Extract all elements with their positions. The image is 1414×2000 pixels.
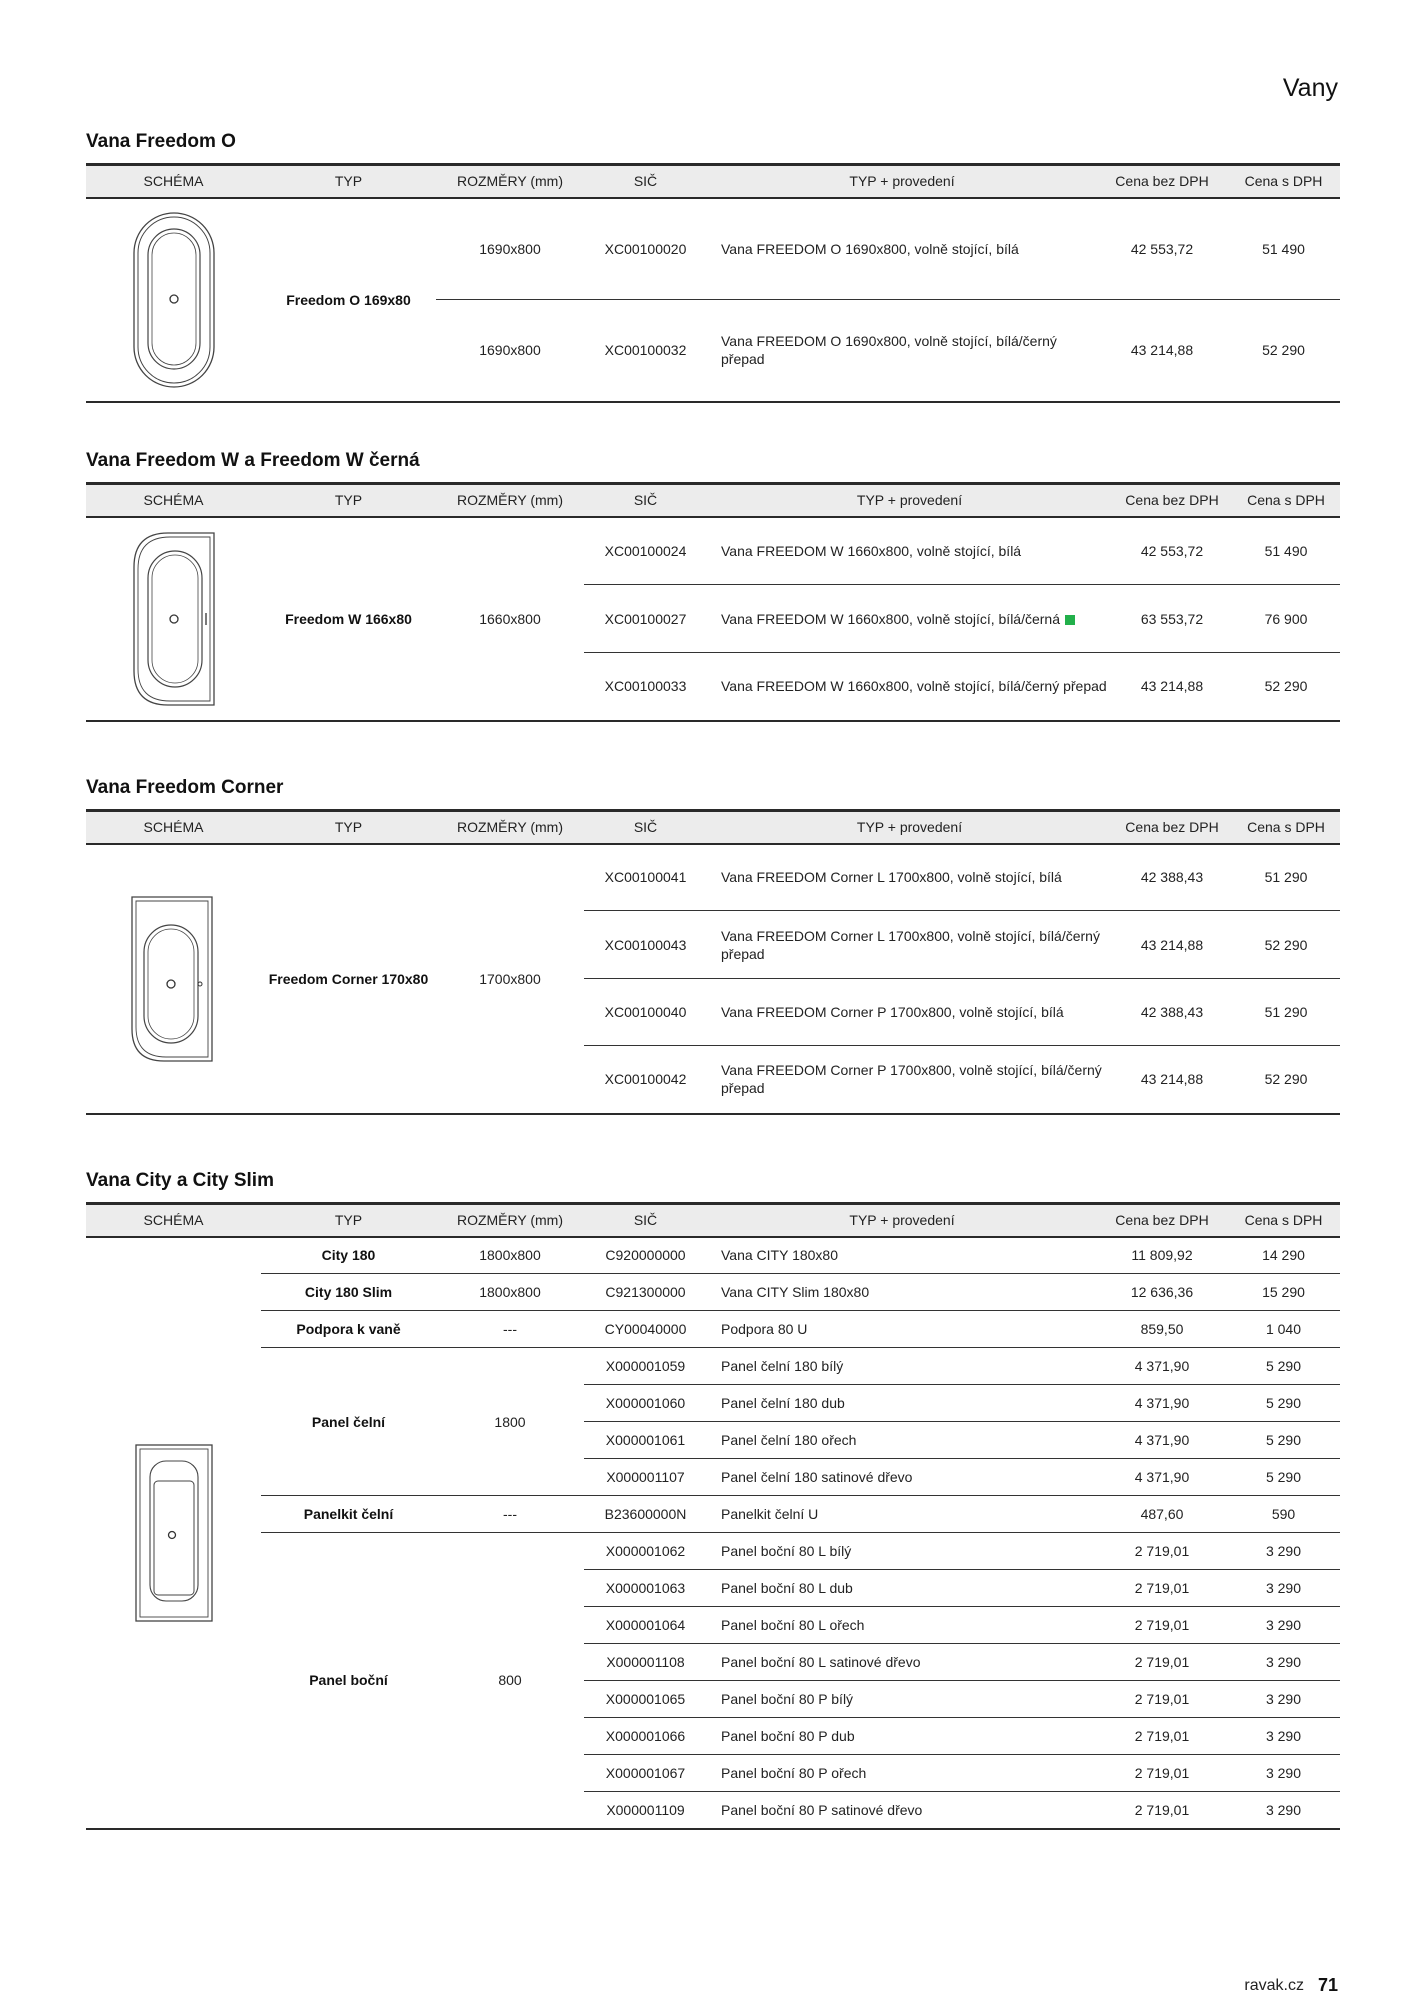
type-cell: Freedom O 169x80: [286, 291, 411, 308]
sic-cell: X000001064: [584, 1607, 707, 1644]
table-row: [86, 844, 1340, 911]
price-gross-cell: 3 290: [1227, 1792, 1340, 1829]
schema-freedom-o: [86, 198, 261, 402]
price-net-cell: 4 371,90: [1097, 1385, 1227, 1422]
desc-cell: Vana FREEDOM Corner P 1700x800, volně stojící, bílá: [707, 979, 1112, 1046]
col-header-dims: ROZMĚRY (mm): [436, 165, 584, 198]
col-header-type: TYP: [261, 1204, 436, 1237]
desc-cell: Vana FREEDOM O 1690x800, volně stojící, bílá: [721, 240, 1019, 257]
price-gross-cell: 5 290: [1227, 1422, 1340, 1459]
col-header-type: TYP: [261, 811, 436, 844]
price-net-cell: 43 214,88: [1112, 1046, 1232, 1114]
col-header-price-gross: Cena s DPH: [1232, 484, 1340, 517]
desc-cell: Panel boční 80 L satinové dřevo: [707, 1644, 1097, 1681]
col-header-price-net: Cena bez DPH: [1112, 811, 1232, 844]
desc-cell: Panel boční 80 P dub: [707, 1718, 1097, 1755]
col-header-price-net: Cena bez DPH: [1097, 1204, 1227, 1237]
dims-cell: 1660x800: [479, 610, 541, 627]
price-gross-cell: 52 290: [1232, 653, 1340, 721]
col-header-dims: ROZMĚRY (mm): [436, 1204, 584, 1237]
col-header-desc: TYP + provedení: [707, 1204, 1097, 1237]
price-net-cell: 43 214,88: [1112, 653, 1232, 721]
price-gross-cell: 76 900: [1232, 585, 1340, 653]
col-header-desc: TYP + provedení: [707, 811, 1112, 844]
type-cell: Panelkit čelní: [261, 1496, 436, 1533]
desc-cell: Panel boční 80 P satinové dřevo: [707, 1792, 1097, 1829]
col-header-price-net: Cena bez DPH: [1097, 165, 1227, 198]
sic-cell: XC00100033: [584, 653, 707, 721]
desc-cell: Panel čelní 180 satinové dřevo: [707, 1459, 1097, 1496]
green-square-icon: [1065, 615, 1075, 625]
section-title-city: Vana City a City Slim: [86, 1170, 274, 1191]
price-net-cell: 2 719,01: [1097, 1792, 1227, 1829]
table-city: [86, 1202, 1340, 1830]
price-net-cell: 2 719,01: [1097, 1533, 1227, 1570]
desc-cell: Panel boční 80 P ořech: [707, 1755, 1097, 1792]
dims-cell: 1800x800: [479, 1247, 541, 1264]
price-gross-cell: 1 040: [1227, 1311, 1340, 1348]
col-header-type: TYP: [261, 484, 436, 517]
schema-freedom-w: [86, 517, 261, 721]
type-cell: Panel čelní: [261, 1348, 436, 1496]
sic-cell: X000001063: [584, 1570, 707, 1607]
col-header-desc: TYP + provedení: [707, 165, 1097, 198]
desc-cell: [707, 585, 1112, 653]
desc-text: Vana FREEDOM W 1660x800, volně stojící, bílá/černá: [721, 610, 1061, 627]
sic-cell: XC00100027: [584, 585, 707, 653]
col-header-desc: TYP + provedení: [707, 484, 1112, 517]
desc-cell: Panelkit čelní U: [707, 1496, 1097, 1533]
price-net-cell: 11 809,92: [1131, 1247, 1193, 1264]
table-freedom-corner: [86, 809, 1340, 1115]
sic-cell: XC00100020: [604, 240, 687, 257]
sic-cell: B23600000N: [584, 1496, 707, 1533]
desc-cell: Panel boční 80 L dub: [707, 1570, 1097, 1607]
type-cell: Freedom W 166x80: [285, 610, 412, 627]
price-net-cell: 859,50: [1097, 1311, 1227, 1348]
price-gross-cell: 3 290: [1227, 1681, 1340, 1718]
desc-cell: Panel boční 80 L ořech: [707, 1607, 1097, 1644]
dims-cell: ---: [436, 1311, 584, 1348]
price-gross-cell: 51 490: [1262, 240, 1305, 257]
price-net-cell: 12 636,36: [1097, 1274, 1227, 1311]
table-freedom-o: [86, 163, 1340, 403]
table-freedom-w: [86, 482, 1340, 722]
col-header-dims: ROZMĚRY (mm): [436, 811, 584, 844]
price-gross-cell: 3 290: [1227, 1755, 1340, 1792]
sic-cell: X000001109: [584, 1792, 707, 1829]
table-row: [86, 1533, 1340, 1570]
price-gross-cell: 5 290: [1227, 1385, 1340, 1422]
price-gross-cell: 590: [1227, 1496, 1340, 1533]
sic-cell: CY00040000: [584, 1311, 707, 1348]
desc-cell: Vana FREEDOM W 1660x800, volně stojící, bílá: [721, 542, 1022, 559]
dims-cell: 800: [436, 1533, 584, 1829]
col-header-price-gross: Cena s DPH: [1232, 811, 1340, 844]
page-category-title: Vany: [1282, 74, 1338, 102]
price-net-cell: 2 719,01: [1097, 1644, 1227, 1681]
price-net-cell: 63 553,72: [1112, 585, 1232, 653]
desc-cell: Vana FREEDOM W 1660x800, volně stojící, bílá/černý přepad: [707, 653, 1112, 721]
col-header-sic: SIČ: [584, 484, 707, 517]
col-header-dims: ROZMĚRY (mm): [436, 484, 584, 517]
type-cell: Freedom Corner 170x80: [268, 970, 429, 987]
type-cell: City 180: [321, 1247, 376, 1264]
price-net-cell: 2 719,01: [1097, 1755, 1227, 1792]
price-net-cell: 4 371,90: [1097, 1459, 1227, 1496]
sic-cell: X000001107: [584, 1459, 707, 1496]
section-title-freedom-o: Vana Freedom O: [86, 131, 236, 152]
table-row: [86, 1311, 1340, 1348]
col-header-sic: SIČ: [584, 1204, 707, 1237]
desc-cell: Panel čelní 180 bílý: [707, 1348, 1097, 1385]
desc-cell: Vana FREEDOM Corner L 1700x800, volně stojící, bílá/černý přepad: [707, 911, 1112, 979]
sic-cell: XC00100032: [584, 300, 707, 402]
price-net-cell: 2 719,01: [1097, 1718, 1227, 1755]
price-gross-cell: 52 290: [1232, 911, 1340, 979]
price-gross-cell: 51 490: [1264, 542, 1308, 559]
table-row: [86, 1274, 1340, 1311]
dims-cell: 1800: [436, 1348, 584, 1496]
sic-cell: XC00100042: [584, 1046, 707, 1114]
footer-site: ravak.cz: [1244, 1977, 1304, 1994]
sic-cell: C921300000: [584, 1274, 707, 1311]
dims-cell: 1690x800: [436, 300, 584, 402]
price-net-cell: 2 719,01: [1097, 1570, 1227, 1607]
sic-cell: C920000000: [605, 1247, 686, 1264]
desc-cell: Vana FREEDOM Corner P 1700x800, volně stojící, bílá/černý přepad: [707, 1046, 1112, 1114]
price-net-cell: 4 371,90: [1097, 1422, 1227, 1459]
col-header-schema: SCHÉMA: [86, 484, 261, 517]
sic-cell: X000001059: [584, 1348, 707, 1385]
dims-cell: 1800x800: [436, 1274, 584, 1311]
sic-cell: XC00100024: [604, 542, 687, 559]
col-header-schema: SCHÉMA: [86, 811, 261, 844]
price-net-cell: 4 371,90: [1097, 1348, 1227, 1385]
col-header-type: TYP: [261, 165, 436, 198]
col-header-sic: SIČ: [584, 165, 707, 198]
type-cell: Podpora k vaně: [261, 1311, 436, 1348]
price-net-cell: 42 553,72: [1130, 240, 1194, 257]
price-gross-cell: 5 290: [1227, 1459, 1340, 1496]
bathtub-rectangular-diagram: [132, 1441, 216, 1625]
price-net-cell: 42 388,43: [1140, 869, 1204, 886]
sic-cell: XC00100041: [604, 869, 687, 886]
sic-cell: X000001065: [584, 1681, 707, 1718]
price-gross-cell: 3 290: [1227, 1533, 1340, 1570]
price-net-cell: 42 553,72: [1140, 542, 1204, 559]
price-gross-cell: 3 290: [1227, 1607, 1340, 1644]
schema-freedom-corner: [86, 844, 261, 1114]
price-gross-cell: 14 290: [1262, 1247, 1305, 1264]
price-gross-cell: 52 290: [1232, 1046, 1340, 1114]
col-header-price-gross: Cena s DPH: [1227, 165, 1340, 198]
price-net-cell: 42 388,43: [1112, 979, 1232, 1046]
sic-cell: X000001061: [584, 1422, 707, 1459]
table-row: [86, 1496, 1340, 1533]
desc-cell: Panel boční 80 P bílý: [707, 1681, 1097, 1718]
price-gross-cell: 5 290: [1227, 1348, 1340, 1385]
sic-cell: X000001066: [584, 1718, 707, 1755]
desc-cell: Vana FREEDOM O 1690x800, volně stojící, bílá/černý přepad: [707, 300, 1097, 402]
sic-cell: X000001060: [584, 1385, 707, 1422]
sic-cell: X000001062: [584, 1533, 707, 1570]
type-cell: Panel boční: [261, 1533, 436, 1829]
desc-cell: Vana CITY 180x80: [721, 1247, 839, 1264]
sic-cell: XC00100043: [584, 911, 707, 979]
table-row: [86, 517, 1340, 585]
footer-page-number: 71: [1317, 1975, 1338, 1995]
col-header-sic: SIČ: [584, 811, 707, 844]
desc-cell: Vana CITY Slim 180x80: [707, 1274, 1097, 1311]
bathtub-corner-diagram: [124, 889, 224, 1069]
table-row: [86, 1237, 1340, 1274]
price-gross-cell: 15 290: [1227, 1274, 1340, 1311]
dims-cell: 1700x800: [479, 970, 541, 987]
price-gross-cell: 3 290: [1227, 1570, 1340, 1607]
price-net-cell: 43 214,88: [1112, 911, 1232, 979]
desc-cell: Podpora 80 U: [707, 1311, 1097, 1348]
bathtub-oval-diagram: [124, 207, 224, 393]
schema-city: [86, 1237, 261, 1829]
col-header-price-gross: Cena s DPH: [1227, 1204, 1340, 1237]
price-net-cell: 2 719,01: [1097, 1681, 1227, 1718]
sic-cell: XC00100040: [584, 979, 707, 1046]
table-row: [86, 1348, 1340, 1385]
price-gross-cell: 51 290: [1232, 979, 1340, 1046]
section-title-freedom-w: Vana Freedom W a Freedom W černá: [86, 450, 420, 471]
price-gross-cell: 52 290: [1227, 300, 1340, 402]
col-header-schema: SCHÉMA: [86, 165, 261, 198]
price-net-cell: 43 214,88: [1097, 300, 1227, 402]
price-gross-cell: 51 290: [1264, 869, 1308, 886]
price-gross-cell: 3 290: [1227, 1644, 1340, 1681]
bathtub-wall-diagram: [124, 527, 224, 711]
dims-cell: 1690x800: [479, 240, 541, 257]
sic-cell: X000001067: [584, 1755, 707, 1792]
desc-cell: Panel boční 80 L bílý: [707, 1533, 1097, 1570]
table-row: [86, 198, 1340, 300]
section-title-freedom-corner: Vana Freedom Corner: [86, 777, 284, 798]
col-header-price-net: Cena bez DPH: [1112, 484, 1232, 517]
type-cell: City 180 Slim: [261, 1274, 436, 1311]
desc-cell: Vana FREEDOM Corner L 1700x800, volně stojící, bílá: [721, 869, 1062, 886]
sic-cell: X000001108: [584, 1644, 707, 1681]
desc-cell: Panel čelní 180 dub: [707, 1385, 1097, 1422]
price-net-cell: 2 719,01: [1097, 1607, 1227, 1644]
desc-cell: Panel čelní 180 ořech: [707, 1422, 1097, 1459]
col-header-schema: SCHÉMA: [86, 1204, 261, 1237]
dims-cell: ---: [436, 1496, 584, 1533]
price-net-cell: 487,60: [1097, 1496, 1227, 1533]
price-gross-cell: 3 290: [1227, 1718, 1340, 1755]
